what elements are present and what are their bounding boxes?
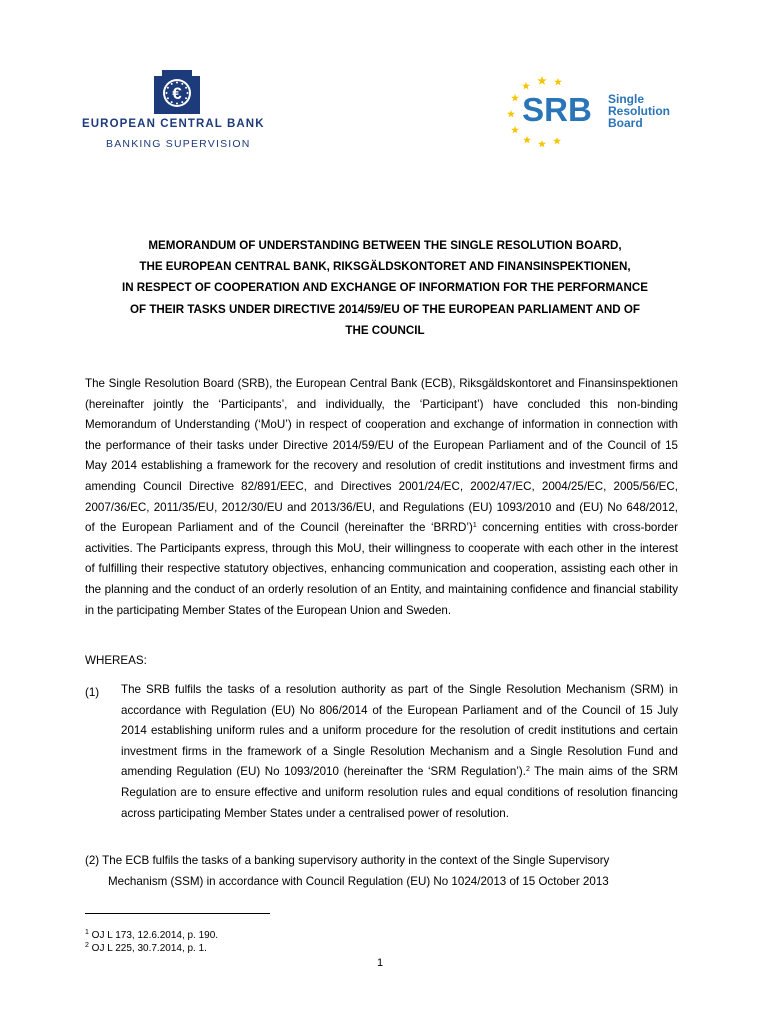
ecb-euro-stars-emblem-icon — [154, 70, 200, 114]
ecb-logo — [82, 70, 282, 154]
whereas-heading: WHEREAS: — [85, 654, 147, 667]
svg-text:€: € — [172, 84, 182, 103]
ecb-banking-supervision: BANKING SUPERVISION — [106, 138, 251, 150]
footnote-1-text: OJ L 173, 12.6.2014, p. 190. — [88, 930, 219, 941]
footnote-2-text: OJ L 225, 30.7.2014, p. 1. — [88, 943, 207, 954]
footnote-ref-1: 1 — [472, 522, 477, 530]
page-number: 1 — [377, 957, 384, 969]
recital-1-part1: The SRB fulfils the tasks of a resolution authority as part of the Single Resolution Mechanism (SRM) in accordance with Regulation (EU) No 806/2014 of the European Parliament and of the Council of 15 July 2014 establishing uniform rules and a uniform procedure for the resolution of credit institutions and certain investment firms in the framework of a Single Resolution Mechanism and a Single Resolution Fund and amending Regulation (EU) No 1093/2010 (hereinafter the ‘SRM Regulation’). — [121, 683, 678, 779]
document-title — [70, 235, 700, 341]
footnote-2 — [85, 943, 207, 955]
ecb-name: EUROPEAN CENTRAL BANK — [82, 118, 265, 130]
recital-1-number: (1) — [85, 686, 100, 699]
intro-paragraph — [85, 374, 678, 621]
srb-stars-icon — [500, 72, 606, 150]
intro-text-part1: The Single Resolution Board (SRB), the European Central Bank (ECB), Riksgäldskontoret and Finansinspektionen (hereinafter jointly the ‘Participants’, and individually, the ‘Participant’) have concluded this non-binding Memorandum of Understanding (‘MoU’) in respect of cooperation and exchange of information in connection with the performance of their tasks under Directive 2014/59/EU of the European Parliament and of the Council of 15 May 2014 establishing a framework for the recovery and resolution of credit institutions and investment firms and amending Council Directive 82/891/EEC, and Directives 2001/24/EC, 2002/47/EC, 2004/25/EC, 2005/56/EC, 2007/36/EC, 2011/35/EU, 2012/30/EU and 2013/36/EU, and Regulations (EU) 1093/2010 and (EU) No 648/2012, of the European Parliament and of the Council (hereinafter the ‘BRRD’) — [85, 377, 678, 535]
srb-word-board: Board — [608, 116, 643, 130]
srb-logo — [500, 72, 690, 150]
title-line: IN RESPECT OF COOPERATION AND EXCHANGE OF INFORMATION FOR THE PERFORMANCE — [121, 281, 649, 295]
srb-mark: SRB — [522, 91, 592, 128]
title-line: OF THEIR TASKS UNDER DIRECTIVE 2014/59/EU OF THE EUROPEAN PARLIAMENT AND OF — [130, 302, 640, 316]
title-line: THE EUROPEAN CENTRAL BANK, RIKSGÄLDSKONTORET AND FINANSINSPEKTIONEN, — [139, 260, 631, 274]
footnote-ref-2: 2 — [525, 766, 530, 774]
footnote-1 — [85, 930, 218, 942]
recital-1-part2: The main aims of the SRM Regulation are to ensure effective and uniform resolution rules and equal conditions of resolution financing across participating Member States under a centralised power of resolution. — [121, 765, 678, 820]
footnote-1-mark: 1 — [85, 929, 89, 936]
title-line: THE COUNCIL — [345, 323, 425, 337]
recital-2-line2: Mechanism (SSM) in accordance with Council Regulation (EU) No 1024/2013 of 15 October 2013 — [108, 875, 609, 888]
recital-1-text — [121, 680, 678, 824]
recital-2-line1: (2) The ECB fulfils the tasks of a banking supervisory authority in the context of the Single Supervisory — [85, 854, 610, 867]
srb-word-single: Single — [608, 92, 645, 106]
srb-wordmark — [608, 93, 670, 129]
footnote-separator — [85, 913, 270, 914]
title-line: MEMORANDUM OF UNDERSTANDING BETWEEN THE SINGLE RESOLUTION BOARD, — [148, 239, 622, 252]
srb-word-resolution: Resolution — [608, 104, 670, 118]
footnote-2-mark: 2 — [85, 942, 89, 949]
intro-text-part2: concerning entities with cross-border activities. The Participants express, through this MoU, their willingness to cooperate with each other in the interest of fulfilling their respective statutory objectives, enhancing communication and cooperation, assisting each other in the planning and the conduct of an orderly resolution of an Entity, and maintaining confidence and financial stability in the participating Member States of the European Union and Sweden. — [85, 521, 678, 617]
